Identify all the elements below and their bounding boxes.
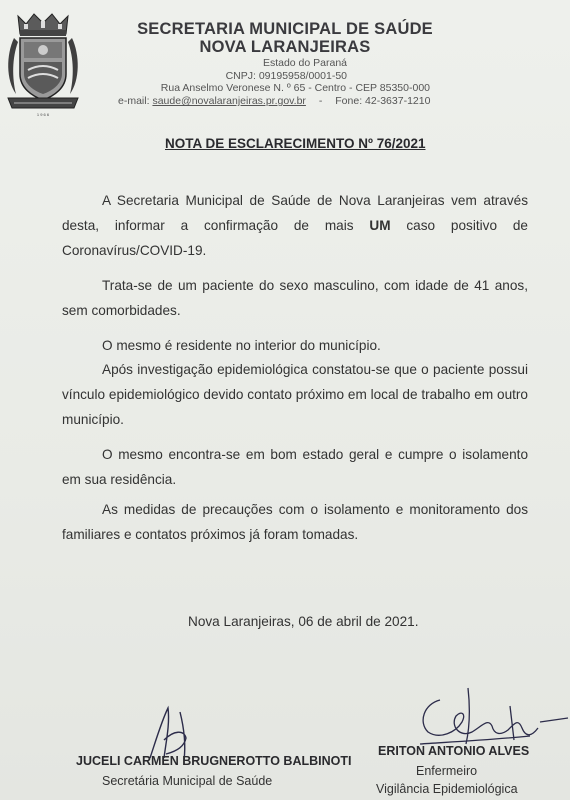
paragraph-3 — [62, 333, 528, 358]
paragraph-1-text-b: caso positivo de Coronavírus/COVID-19. — [62, 218, 528, 258]
separator: - — [318, 95, 323, 107]
signature-role-1: Secretária Municipal de Saúde — [102, 774, 273, 788]
svg-text:1 9 6 6: 1 9 6 6 — [36, 112, 50, 117]
header-municipio: NOVA LARANJEIRAS — [199, 38, 371, 56]
header-address: Rua Anselmo Veronese N. º 65 - Centro - CEP 85350-000 — [160, 82, 430, 94]
header-state: Estado do Paraná — [262, 57, 347, 69]
paragraph-1-bold: UM — [369, 218, 391, 233]
header-secretaria: SECRETARIA MUNICIPAL DE SAÚDE — [137, 20, 433, 38]
paragraph-1-text-a: A Secretaria Municipal de Saúde de Nova Laranjeiras vem através desta, informar a confirmação de mais — [62, 193, 528, 233]
signature-name-1: JUCELI CARMEN BRUGNEROTTO BALBINOTI — [76, 754, 352, 768]
paragraph-6 — [62, 497, 528, 547]
place-date: Nova Laranjeiras, 06 de abril de 2021. — [188, 614, 419, 629]
paragraph-3-text: O mesmo é residente no interior do município. — [102, 338, 381, 353]
header-contact — [118, 95, 458, 107]
email-link[interactable]: saude@novalaranjeiras.pr.gov.br — [152, 95, 306, 107]
municipal-coat-of-arms-icon — [4, 10, 82, 118]
document-title: NOTA DE ESCLARECIMENTO Nº 76/2021 — [165, 136, 426, 151]
paragraph-2-text: Trata-se de um paciente do sexo masculino, com idade de 41 anos, sem comorbidades. — [62, 278, 528, 318]
paragraph-5 — [62, 442, 528, 492]
paragraph-4-text: Após investigação epidemiológica constatou-se que o paciente possui vínculo epidemiológico devido contato próximo em local de trabalho em outro município. — [62, 362, 528, 427]
email-prefix: e-mail: — [118, 95, 150, 107]
paragraph-4 — [62, 357, 528, 432]
paragraph-5-text: O mesmo encontra-se em bom estado geral e cumpre o isolamento em sua residência. — [62, 447, 528, 487]
signature-name-2: ERITON ANTONIO ALVES — [378, 744, 530, 758]
signature-role-2b: Vigilância Epidemiológica — [376, 782, 518, 796]
header-cnpj: CNPJ: 09195958/0001-50 — [225, 70, 347, 82]
phone: Fone: 42-3637-1210 — [335, 95, 431, 107]
signature-role-2: Enfermeiro — [416, 764, 478, 778]
paragraph-6-text: As medidas de precauções com o isolamento e monitoramento dos familiares e contatos próximos já foram tomadas. — [62, 502, 528, 542]
paragraph-2 — [62, 273, 528, 323]
paragraph-1 — [62, 188, 528, 263]
